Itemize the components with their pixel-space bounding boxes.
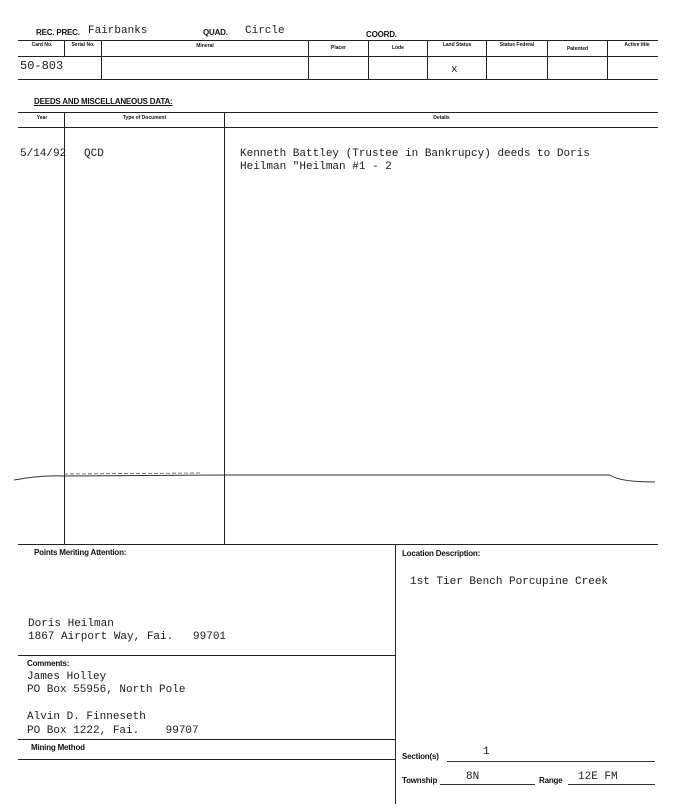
range-value: 12E FM <box>578 771 618 783</box>
points-name: Doris Heilman <box>28 618 114 630</box>
divider <box>18 544 658 545</box>
col-mineral: Mineral <box>196 43 214 49</box>
comments-label: Comments: <box>27 659 70 668</box>
comments-line4: PO Box 1222, Fai. 99707 <box>27 725 199 737</box>
township-label: Township <box>402 776 438 785</box>
points-label: Points Meriting Attention: <box>34 548 127 557</box>
divider <box>18 112 658 113</box>
header-mid-line <box>18 56 658 57</box>
deeds-section-title: DEEDS AND MISCELLANEOUS DATA: <box>34 97 173 106</box>
divider <box>18 759 395 760</box>
land-status-mark: x <box>451 64 458 76</box>
comments-line2: PO Box 55956, North Pole <box>27 684 186 696</box>
divider <box>486 40 487 79</box>
col-details: Details <box>433 115 450 121</box>
divider <box>607 40 608 79</box>
card-no-value: 50-803 <box>20 59 64 73</box>
quad-label: QUAD. <box>203 28 228 37</box>
comments-line3: Alvin D. Finneseth <box>27 711 146 723</box>
entry-details-line1: Kenneth Battley (Trustee in Bankrupcy) deeds to Doris <box>240 148 590 160</box>
col-year: Year <box>36 115 48 121</box>
divider <box>568 784 655 785</box>
divider <box>427 40 428 79</box>
col-placer: Placer <box>330 45 346 51</box>
divider <box>447 761 655 762</box>
col-type-of-document: Type of Document <box>122 115 167 121</box>
township-value: 8N <box>466 771 480 783</box>
col-card-no: Card No. <box>31 42 53 48</box>
bottom-center-divider <box>395 544 396 804</box>
col-active-title: Active title <box>624 42 650 48</box>
location-label: Location Description: <box>402 549 481 558</box>
sections-value: 1 <box>483 746 490 758</box>
divider <box>547 40 548 79</box>
quad-value: Circle <box>245 25 285 37</box>
col-serial-no: Serial No. <box>71 42 95 48</box>
coord-label: COORD. <box>366 30 397 39</box>
header-top-line <box>18 40 658 41</box>
rec-prec-value: Fairbanks <box>88 25 148 37</box>
col-status-federal: Status Federal <box>499 42 535 48</box>
divider <box>18 739 395 740</box>
header-bottom-line <box>18 79 658 80</box>
rec-prec-label: REC. PREC. <box>36 28 80 37</box>
col-land-status: Land Status <box>442 42 472 48</box>
range-label: Range <box>539 776 563 785</box>
divider <box>64 40 65 56</box>
location-value: 1st Tier Bench Porcupine Creek <box>410 576 609 588</box>
divider <box>18 655 395 656</box>
fold-line <box>0 462 678 492</box>
col-lode: Lode <box>392 45 404 51</box>
col-patented: Patented <box>566 46 589 52</box>
points-address: 1867 Airport Way, Fai. 99701 <box>28 631 227 643</box>
entry-details-line2: Heilman "Heilman #1 - 2 <box>240 161 392 173</box>
mining-method-label: Mining Method <box>31 743 85 752</box>
divider <box>440 784 535 785</box>
divider <box>18 127 658 128</box>
entry-type: QCD <box>84 148 104 160</box>
sections-label: Section(s) <box>402 752 439 761</box>
entry-year: 5/14/92 <box>20 148 67 160</box>
comments-line1: James Holley <box>27 671 107 683</box>
